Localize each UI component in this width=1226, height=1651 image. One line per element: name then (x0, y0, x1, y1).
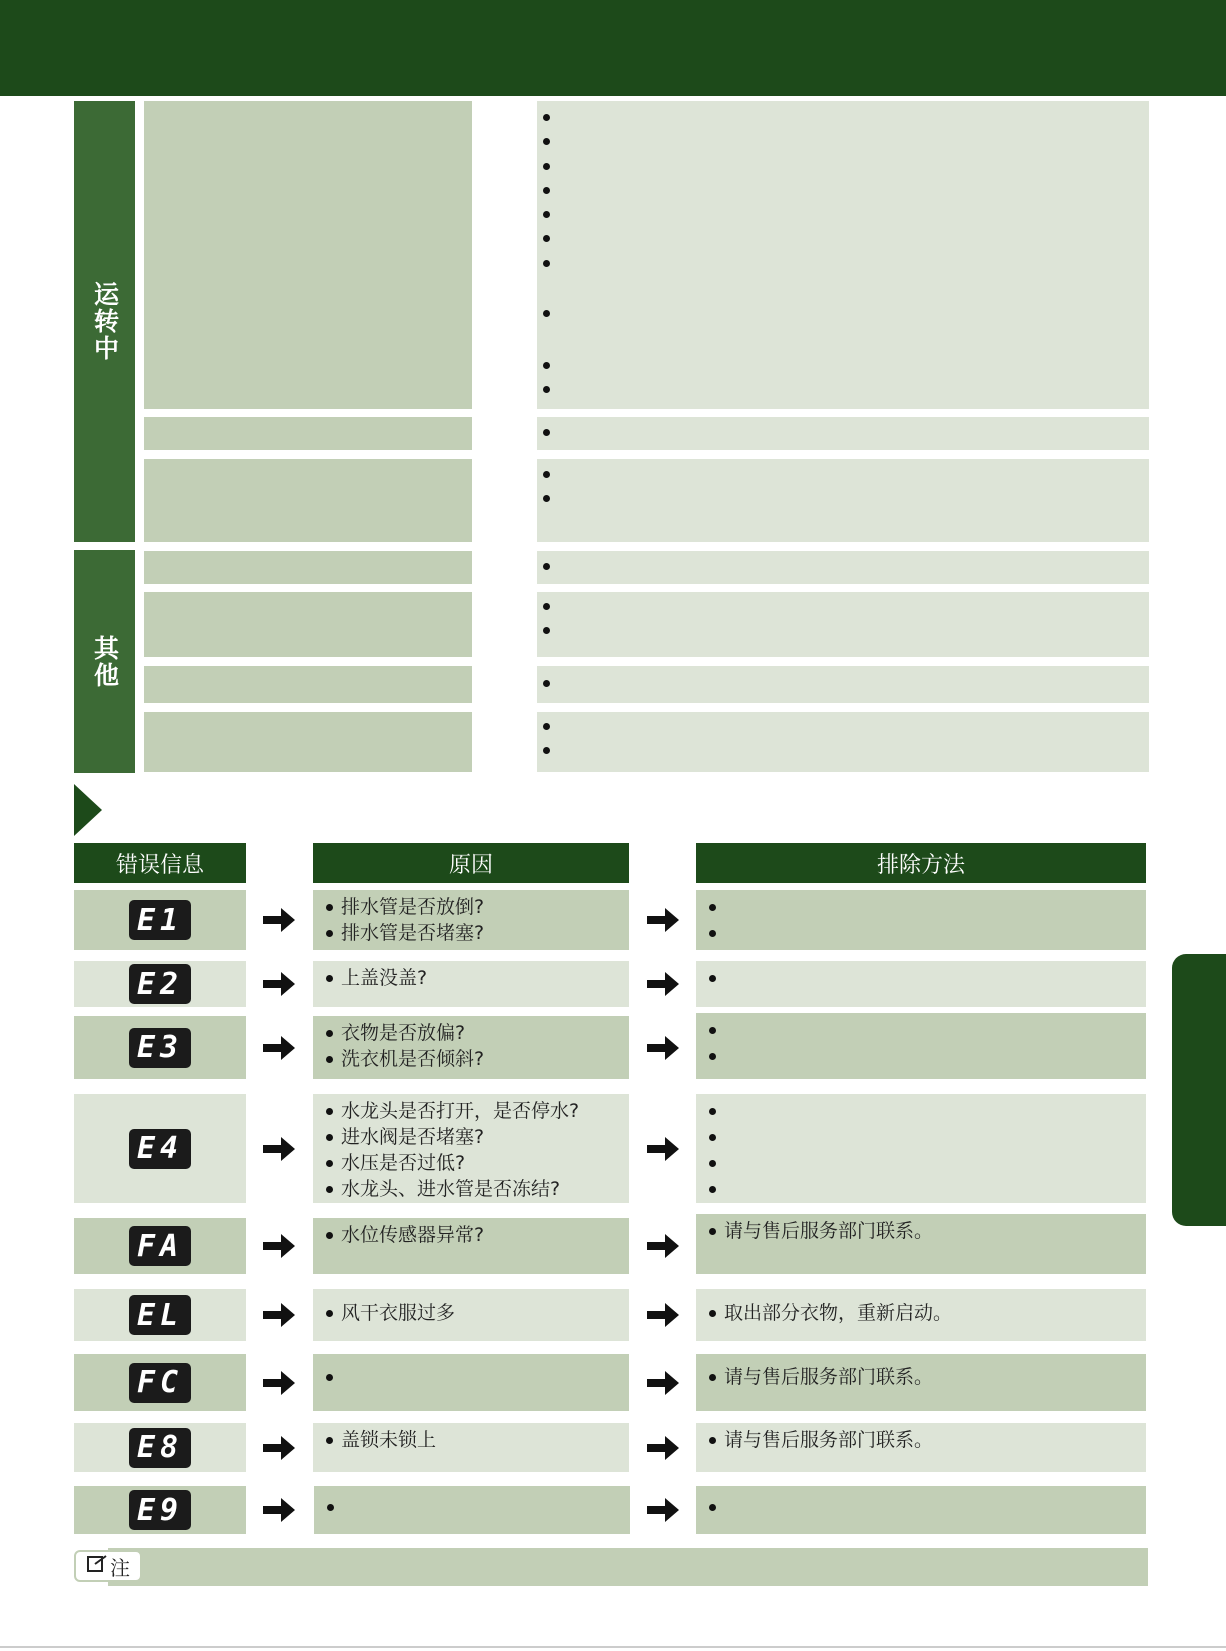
bullet (567, 596, 1149, 620)
cause-item: 排水管是否放倒? (341, 894, 629, 920)
remedy-item (724, 894, 1146, 920)
cause-cell (313, 1354, 629, 1411)
bullet (567, 204, 1149, 228)
cause-item (342, 1494, 630, 1520)
code-cell (74, 1486, 246, 1534)
lcd-display: E4 (129, 1129, 191, 1169)
symptom-cell (144, 101, 472, 409)
arrow-right-icon (256, 1094, 302, 1203)
column-header-remedy: 排除方法 (696, 843, 1146, 883)
cause-item: 进水阀是否堵塞? (341, 1124, 629, 1150)
remedy-item (724, 965, 1146, 991)
remedy-cell (696, 961, 1146, 1007)
arrow-right-icon (640, 961, 686, 1007)
cause-item: 水龙头是否打开，是否停水? (341, 1098, 629, 1124)
note-badge (74, 1550, 142, 1582)
note-bar (108, 1548, 1148, 1586)
symptom-cell (144, 712, 472, 772)
remedy-cell (537, 459, 1149, 542)
remedy-item (724, 1017, 1146, 1043)
lcd-display: E9 (129, 1490, 191, 1530)
symptom-cell (144, 459, 472, 542)
code-cell (74, 1289, 246, 1341)
cause-item: 盖锁未锁上 (341, 1427, 629, 1453)
bullet (567, 673, 1149, 697)
arrow-right-icon (640, 1289, 686, 1341)
cause-item: 衣物是否放偏? (341, 1020, 629, 1046)
cause-item: 水龙头、进水管是否冻结? (341, 1176, 629, 1202)
section-label-other: 其他 (74, 550, 135, 773)
cause-cell (314, 1486, 630, 1534)
lcd-display: E8 (129, 1428, 191, 1468)
bottom-rule (0, 1646, 1226, 1648)
code-cell (74, 1354, 246, 1411)
symptom-cell (144, 551, 472, 584)
arrow-right-icon (640, 1016, 686, 1079)
cause-item: 风干衣服过多 (341, 1300, 629, 1326)
note-label: 注 (110, 1555, 130, 1580)
arrow-right-icon (640, 1354, 686, 1411)
remedy-cell (696, 1094, 1146, 1203)
lcd-display: E1 (129, 900, 191, 940)
arrow-right-icon (256, 1016, 302, 1079)
lcd-display: E3 (129, 1028, 191, 1068)
cause-cell (313, 1016, 629, 1079)
remedy-item: 取出部分衣物，重新启动。 (724, 1300, 1146, 1326)
remedy-cell (696, 1214, 1146, 1274)
remedy-cell (537, 712, 1149, 772)
lcd-display: E2 (129, 964, 191, 1004)
bullet (567, 464, 1149, 488)
cause-cell (313, 1289, 629, 1341)
remedy-cell (696, 1423, 1146, 1472)
cause-cell (313, 1423, 629, 1472)
code-cell (74, 1016, 246, 1079)
remedy-item: 请与售后服务部门联系。 (724, 1364, 1146, 1390)
bullet (567, 556, 1149, 580)
bullet (567, 740, 1149, 764)
remedy-cell (537, 666, 1149, 703)
arrow-right-icon (256, 1218, 302, 1274)
bullet (567, 180, 1149, 204)
bullet (567, 303, 1149, 355)
cause-item: 水位传感器异常? (341, 1222, 629, 1248)
remedy-item (724, 1043, 1146, 1069)
remedy-item (724, 1098, 1146, 1124)
remedy-cell (696, 890, 1146, 950)
cause-cell (313, 1218, 629, 1274)
arrow-right-icon (256, 1486, 302, 1534)
cause-cell (313, 890, 629, 950)
remedy-cell (537, 551, 1149, 584)
cause-item: 水压是否过低? (341, 1150, 629, 1176)
lcd-display: FA (129, 1226, 191, 1266)
bullet (567, 131, 1149, 155)
remedy-item: 请与售后服务部门联系。 (724, 1218, 1146, 1244)
arrow-right-icon (640, 1423, 686, 1472)
remedy-item (724, 1150, 1146, 1176)
lcd-display: EL (129, 1295, 191, 1335)
bullet (567, 355, 1149, 379)
arrow-right-icon (640, 1094, 686, 1203)
remedy-cell (696, 1354, 1146, 1411)
code-cell (74, 1094, 246, 1203)
section-label-running: 运转中 (74, 101, 135, 542)
remedy-item: 请与售后服务部门联系。 (724, 1427, 1146, 1453)
cause-cell (313, 961, 629, 1007)
header-band (0, 0, 1226, 96)
cause-cell (313, 1094, 629, 1203)
code-cell (74, 890, 246, 950)
lcd-display: FC (129, 1363, 191, 1403)
remedy-cell (537, 592, 1149, 657)
arrow-right-icon (640, 890, 686, 950)
code-cell (74, 1423, 246, 1472)
arrow-right-icon (640, 1218, 686, 1274)
cause-item (341, 1364, 629, 1390)
symptom-cell (144, 417, 472, 450)
arrow-right-icon (256, 890, 302, 950)
bullet (567, 422, 1149, 446)
remedy-cell (537, 101, 1149, 409)
code-cell (74, 1218, 246, 1274)
arrow-right-icon (256, 1354, 302, 1411)
bullet (567, 228, 1149, 252)
remedy-cell (537, 417, 1149, 450)
bullet (567, 620, 1149, 644)
column-header-code: 错误信息 (74, 843, 246, 883)
arrow-right-icon (256, 961, 302, 1007)
arrow-right-icon (256, 1289, 302, 1341)
triangle-right-icon (74, 784, 102, 836)
cause-item: 排水管是否堵塞? (341, 920, 629, 946)
column-header-cause: 原因 (313, 843, 629, 883)
cause-item: 上盖没盖? (341, 965, 629, 991)
note-icon (86, 1554, 108, 1579)
arrow-right-icon (256, 1423, 302, 1472)
remedy-cell (696, 1289, 1146, 1341)
remedy-item (724, 1124, 1146, 1150)
cause-item: 洗衣机是否倾斜? (341, 1046, 629, 1072)
bullet (567, 488, 1149, 512)
bullet (567, 156, 1149, 180)
symptom-cell (144, 592, 472, 657)
bullet (567, 253, 1149, 303)
bullet (567, 107, 1149, 131)
remedy-item (724, 920, 1146, 946)
code-cell (74, 961, 246, 1007)
bullet (567, 379, 1149, 403)
remedy-cell (696, 1013, 1146, 1079)
symptom-cell (144, 666, 472, 703)
side-tab (1172, 954, 1226, 1226)
remedy-cell (696, 1486, 1146, 1534)
remedy-item (724, 1176, 1146, 1202)
bullet (567, 716, 1149, 740)
arrow-right-icon (640, 1486, 686, 1534)
remedy-item (724, 1494, 1146, 1520)
